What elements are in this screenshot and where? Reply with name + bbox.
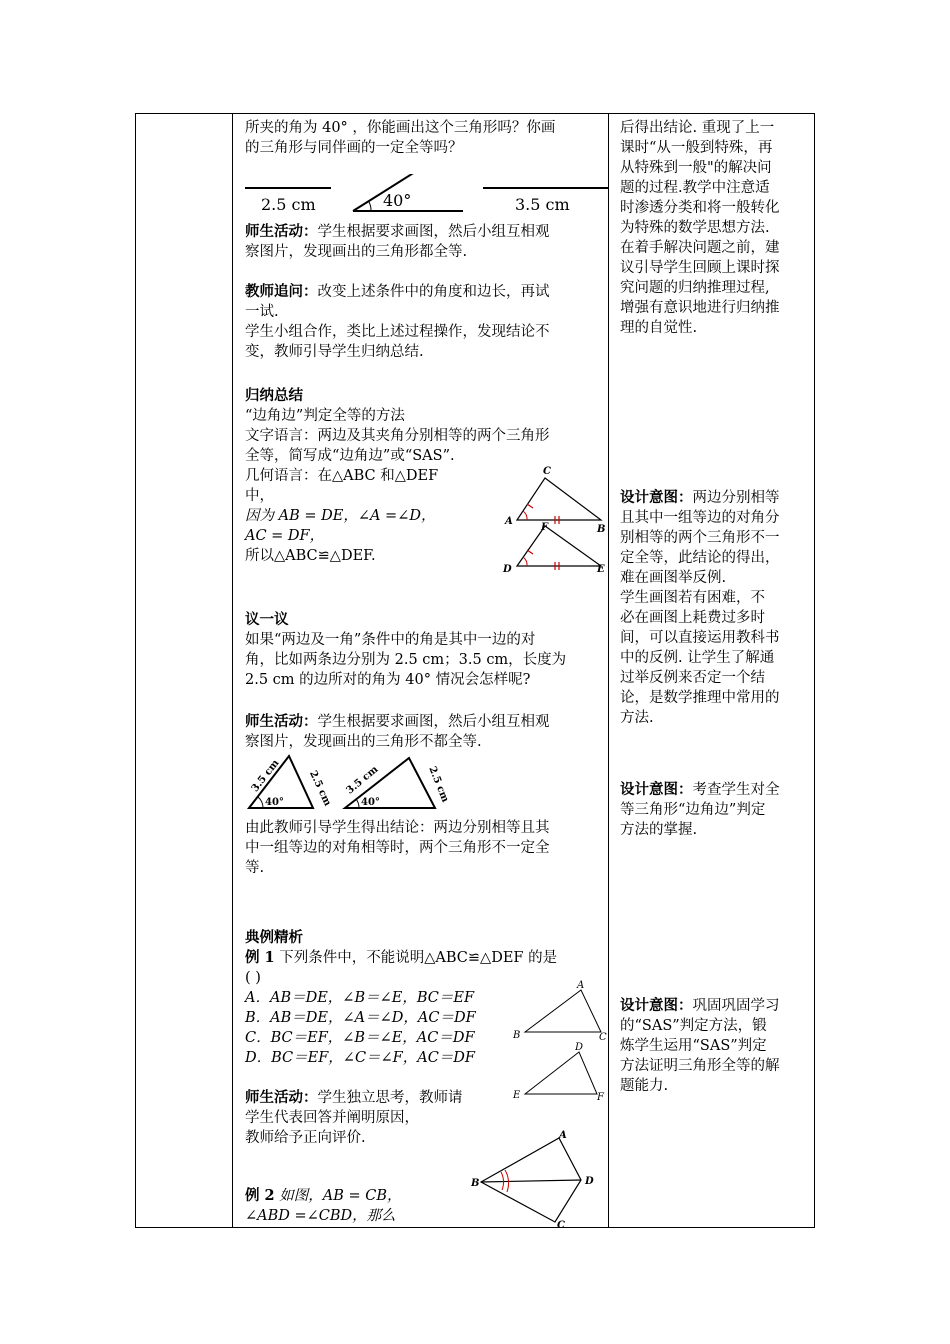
side-3-5-a: 3.5 cm [249, 757, 282, 795]
angle-40-a: 40° [265, 797, 284, 808]
lesson-table [135, 113, 815, 1228]
design-intent-cell [614, 114, 814, 1227]
angle-40-label: 40° [383, 191, 412, 210]
ex1-vertex-f: F [597, 1092, 604, 1103]
ex1-vertex-c: C [599, 1032, 607, 1043]
activity-1: 师生活动：学生根据要求画图，然后小组互相观 察图片，发现画出的三角形都全等. [245, 223, 550, 260]
vertex-b: B [597, 524, 606, 535]
angle-40-b: 40° [361, 797, 380, 808]
ex2-vertex-d: D [585, 1176, 594, 1187]
activity-3: 师生活动：学生独立思考，教师请 学生代表回答并阐明原因， 教师给予正向评价. [245, 1089, 463, 1146]
column-divider-1 [232, 114, 233, 1227]
side-2-5-b: 2.5 cm [426, 765, 451, 804]
activity-2: 师生活动：学生根据要求画图，然后小组互相观 察图片，发现画出的三角形不都全等. [245, 713, 550, 750]
ex2-vertex-c: C [557, 1220, 565, 1228]
ssa-triangles-figure [245, 752, 455, 814]
segment-3-5-label: 3.5 cm [515, 195, 570, 214]
column-divider-2 [608, 114, 609, 1227]
example-1: 典例精析 例 1 下列条件中，不能说明△ABC≌△DEF 的是 ( ) A．AB＝DE，∠B＝∠E，BC＝EF B．AB＝DE，∠A＝∠D，AC＝DF C．BC＝EF，∠B＝∠E，AC＝DF D．BC＝EF，∠C＝∠F，AC＝DF [245, 929, 558, 1066]
ex1-vertex-b: B [513, 1030, 521, 1041]
side-3-5-b: 3.5 cm [344, 764, 381, 797]
summary-block: 归纳总结 “边角边”判定全等的方法 文字语言：两边及其夹角分别相等的两个三角形 全等，简写成“边角边”或“SAS”. 几何语言：在△ABC 和△DEF 中， 因为 AB = DE，∠A =∠D， AC = DF， 所以△ABC≌△DEF. [245, 387, 550, 564]
side-2-5-a: 2.5 cm [307, 769, 333, 808]
ex1-vertex-a: A [577, 980, 585, 991]
design-intent-4: 设计意图：巩固巩固学习 的“SAS”判定方法，锻 炼学生运用“SAS”判定 方法证明三角形全等的解 题能力. [620, 997, 780, 1094]
given-parts-figure [243, 174, 613, 224]
vertex-f: F [541, 522, 549, 533]
segment-2-5-label: 2.5 cm [261, 195, 316, 214]
design-note-1: 后得出结论. 重现了上一 课时“从一般到特殊，再 从特殊到一般"的解决问 题的过程.教学中注意适 时渗透分类和将一般转化 为特殊的数学思想方法. 在着手解决问题之前，建 议引导学生回顾上课时探 究问题的归纳推理过程, 增强有意识地进行归纳推 理的自觉性. [620, 120, 780, 336]
example-1-figure [511, 980, 607, 1104]
vertex-e: E [597, 564, 605, 575]
example-2: 例 2 如图，AB = CB， ∠ABD =∠CBD，那么 [245, 1187, 402, 1224]
vertex-d: D [503, 564, 512, 575]
teacher-question: 教师追问：改变上述条件中的角度和边长，再试 一试. 学生小组合作，类比上述过程操作，发现结论不 变，教师引导学生归纳总结. [245, 283, 550, 360]
intro-text: 所夹的角为 40° ，你能画出这个三角形吗？你画 的三角形与同伴画的一定全等吗？ [245, 120, 556, 156]
ex1-vertex-d: D [575, 1042, 584, 1053]
sas-triangles-figure [497, 464, 607, 576]
design-intent-2: 设计意图：两边分别相等 且其中一组等边的对角分 别相等的两个三角形不一 定全等，此结论的得出， 难在画图举反例. 学生画图若有困难，不 必在画图上耗费过多时 间，可以直接运用教科书 中的反例. 让学生了解通 过举反例来否定一个结 论，是数学推理中常用的 方法. [620, 489, 780, 726]
vertex-a: A [505, 516, 513, 527]
discuss-block: 议一议 如果“两边及一角”条件中的角是其中一边的对 角，比如两条边分别为 2.5 cm；3.5 cm，长度为 2.5 cm 的边所对的角为 40° 情况会怎样呢? [245, 611, 567, 688]
teaching-process-cell [239, 114, 607, 1228]
ex1-vertex-e: E [513, 1090, 521, 1101]
example-2-figure [471, 1130, 601, 1228]
conclusion: 由此教师引导学生得出结论：两边分别相等且其 中一组等边的对角相等时，两个三角形不一定全 等. [245, 820, 550, 876]
ex2-vertex-a: A [559, 1130, 567, 1141]
vertex-c: C [543, 466, 551, 477]
design-intent-3: 设计意图：考查学生对全 等三角形“边角边”判定 方法的掌握. [620, 781, 780, 838]
ex2-vertex-b: B [471, 1178, 480, 1189]
